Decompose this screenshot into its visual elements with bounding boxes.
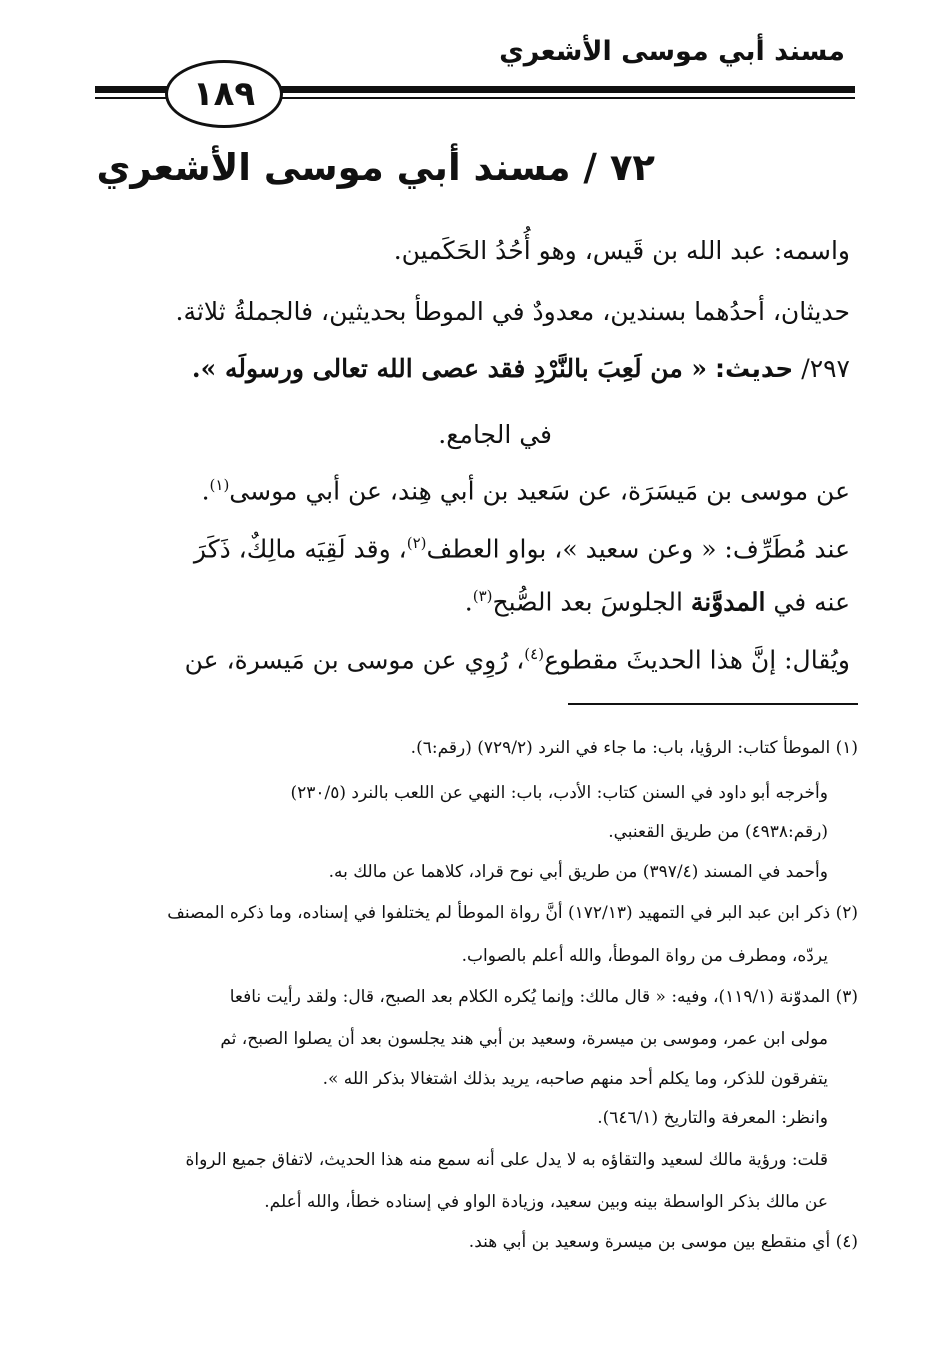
footnote-3-line-1: (٣) المدوّنة (١١٩/١)، وفيه: « قال مالك: وإنما يُكره الكلام بعد الصبح، قال: ولقد رأيت نافعا — [229, 987, 858, 1007]
body-line-6-b: ، وقد لَقِيَه مالِكٌ، ذَكَرَ — [193, 534, 407, 564]
body-line-6 — [194, 534, 850, 563]
footnote-1-line-4: وأحمد في المسند (٣٩٧/٤) من طريق أبي نوح قراد، كلاهما عن مالك به. — [328, 862, 828, 882]
footnote-separator — [568, 703, 858, 705]
footnote-3-line-6: عن مالك بذكر الواسطة بينه وبين سعيد، وزيادة الواو في إسناده خطأ، والله أعلم. — [264, 1192, 828, 1212]
body-line-5-text: عن موسى بن مَيسَرَة، عن سَعيد بن أبي هِند، عن أبي موسى — [229, 476, 850, 506]
footnote-2-line-2: يردّه، ومطرف من رواة الموطأ، والله أعلم بالصواب. — [461, 946, 828, 966]
body-line-7 — [465, 587, 850, 616]
hadith-label: حديث: — [715, 354, 794, 383]
body-line-8 — [185, 645, 850, 674]
page-number: ١٨٩ — [165, 60, 283, 128]
body-line-2: حديثان، أحدُهما بسندين، معدودٌ في الموطأ بحديثين، فالجملةُ ثلاثة. — [175, 297, 850, 326]
body-line-4: في الجامع. — [438, 420, 552, 449]
body-line-8-b: ، رُوِي عن موسى بن مَيسرة، عن — [184, 645, 525, 675]
body-line-7-b: الجلوسَ بعد الصُّبح — [492, 587, 683, 617]
footnote-ref-3[interactable]: (٣) — [472, 587, 493, 605]
footnote-2-line-1: (٢) ذكر ابن عبد البر في التمهيد (١٧٢/١٣) أنَّ رواة الموطأ لم يختلفوا في إسناده، وما ذكره المصنف — [167, 903, 858, 923]
footnote-ref-4[interactable]: (٤) — [524, 645, 545, 663]
body-line-8-a: ويُقال: إنَّ هذا الحديثَ مقطوع — [544, 645, 850, 675]
body-line-7-end: . — [464, 587, 473, 617]
footnote-ref-2[interactable]: (٢) — [406, 534, 427, 552]
footnote-1-line-1: (١) الموطأ كتاب: الرؤيا، باب: ما جاء في النرد (٧٢٩/٢) (رقم:٦). — [410, 738, 858, 758]
body-line-7-a: عنه في — [773, 587, 850, 617]
chapter-title: ٧٢ / مسند أبي موسى الأشعري — [96, 146, 655, 189]
body-line-5 — [202, 476, 850, 505]
body-line-6-a: عند مُطَرِّف: « وعن سعيد »، بواو العطف — [426, 534, 850, 564]
footnote-1-line-2: وأخرجه أبو داود في السنن كتاب: الأدب، باب: النهي عن اللعب بالنرد (٢٣٠/٥) — [290, 783, 828, 803]
hadith-text: « من لَعِبَ بالنَّرْدِ فقد عصى الله تعالى ورسولَه ». — [191, 354, 708, 383]
mudawwana-title: المدوَّنة — [690, 587, 766, 617]
footnote-3-line-4: وانظر: المعرفة والتاريخ (٦٤٦/١). — [597, 1108, 828, 1128]
running-title: مسند أبي موسى الأشعري — [499, 36, 845, 67]
footnote-3-line-2: مولى ابن عمر، وموسى بن ميسرة، وسعيد بن أبي هند يجلسون بعد أن يصلوا الصبح، ثم — [220, 1029, 828, 1049]
footnote-ref-1[interactable]: (١) — [209, 476, 230, 494]
footnote-3-line-3: يتفرقون للذكر، وما يكلم أحد منهم صاحبه، يريد بذلك اشتغالا بذكر الله ». — [322, 1069, 828, 1089]
footnote-3-line-5: قلت: ورؤية مالك لسعيد والتقاؤه به لا يدل على أنه سمع منه هذا الحديث، لاتفاق جميع الرواة — [185, 1150, 828, 1170]
body-line-5-end: . — [201, 476, 210, 506]
body-line-1: واسمه: عبد الله بن قَيس، وهو أُحُدُ الحَكَمين. — [393, 236, 850, 265]
footnote-4-line-1: (٤) أي منقطع بين موسى بن ميسرة وسعيد بن أبي هند. — [468, 1232, 858, 1252]
footnote-1-line-3: (رقم:٤٩٣٨) من طريق القعنبي. — [608, 822, 828, 842]
hadith-number: ٢٩٧/ — [801, 354, 850, 383]
hadith-line — [192, 354, 850, 383]
